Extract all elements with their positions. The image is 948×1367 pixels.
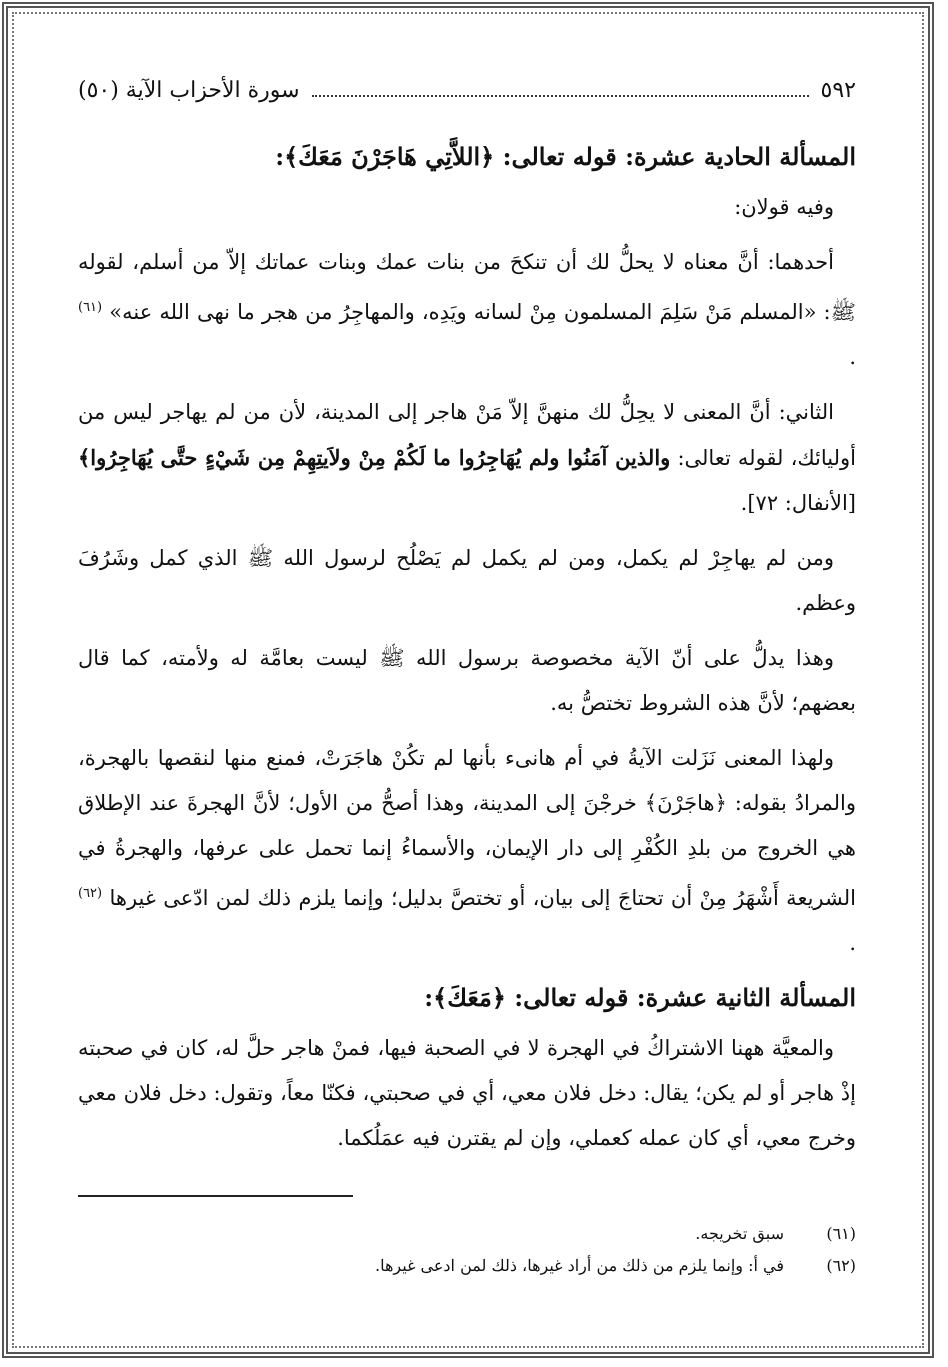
page-number: ٥٩٢ <box>820 78 856 103</box>
footnote-ref-61: (٦١) <box>78 300 103 315</box>
footnote-number: (٦١) <box>826 1224 856 1243</box>
intro-paragraph: وفيه قولان: <box>734 195 834 219</box>
footnote-text: في أ: وإنما يلزم من ذلك من أراد غيرها، ذلك لمن ادعى غيرها. <box>375 1256 784 1275</box>
quran-quote-anfal: والذين آمَنُوا ولم يُهَاجِرُوا ما لَكُمْ مِنْ ولاَيتِهِمْ مِن شَيْءٍ حتَّى يُهَاجِرُوا﴾ <box>78 445 671 470</box>
page-body <box>78 78 856 1171</box>
quran-reference: [الأنفال: ٧٢]. <box>740 491 856 515</box>
footnote-divider <box>78 1195 353 1197</box>
section-heading-11: المسألة الحادية عشرة: قوله تعالى: ﴿اللاَّتِي هَاجَرْنَ مَعَكَ﴾: <box>275 142 856 171</box>
paragraph-second-opinion <box>78 390 856 526</box>
first-opinion-end: . <box>849 345 856 369</box>
footnote-text: سبق تخريجه. <box>695 1224 784 1243</box>
revelation-end: . <box>849 931 856 955</box>
footnotes <box>78 1218 856 1282</box>
paragraph-companionship: والمعيَّة ههنا الاشتراكُ في الهجرة لا في الصحبة فيها، فمنْ هاجر حلَّ له، كان في صحبته إذْ هاجر أو لم يكن؛ يقال: دخل فلان معي، أي في صحبتي، فكنّا معاً، وتقول: دخل فلان معي وخرج معي، أي كان عمله كعملي، وإن لم يقترن فيه عمَلُكما. <box>78 1036 856 1150</box>
header-dots <box>312 94 809 97</box>
paragraph-first-opinion <box>78 240 856 380</box>
footnote-62 <box>78 1250 856 1282</box>
second-opinion-text: الثاني: أنَّ المعنى لا يحِلُّ لك منهنَّ إلاّ مَنْ هاجر إلى المدينة، لأن من لم يهاجر ليس من أوليائك، لقوله تعالى: <box>78 400 856 470</box>
first-opinion-text: أحدهما: أنَّ معناه لا يحلُّ لك أن تنكحَ من بنات عمك وبنات عماتك إلاّ من أسلم، لقوله ﷺ: «المسلم مَنْ سَلِمَ المسلمون مِنْ لسانه ويَدِه، والمهاجِرُ من هجر ما نهى الله عنه» <box>78 250 856 324</box>
paragraph-specific: وهذا يدلُّ على أنّ الآية مخصوصة برسول الله ﷺ ليست بعامَّة له ولأمته، كما قال بعضهم؛ لأنَّ هذه الشروط تختصُّ به. <box>78 646 856 715</box>
footnote-ref-62: (٦٢) <box>78 886 103 901</box>
running-header <box>78 78 856 115</box>
revelation-text: ولهذا المعنى نَزَلت الآيةُ في أم هانىء بأنها لم تكُنْ هاجَرَتْ، فمنع منها لنقصها بالهجرة، والمرادُ بقوله: ﴿هاجَرْنَ﴾ خرجْنَ إلى المدينة، وهذا أصحُّ من الأول؛ لأنَّ الهجرةَ عند الإطلاق هي الخروج من بلدِ الكُفْرِ إلى دار الإيمان، والأسماءُ إنما تحمل على عرفها، والهجرةُ في الشريعة أَشْهَرُ مِنْ أن تحتاجَ إلى بيان، أو تختصَّ بدليل؛ وإنما يلزم ذلك لمن ادّعى غيرها <box>78 746 856 910</box>
section-heading-12: المسألة الثانية عشرة: قوله تعالى: ﴿مَعَكَ﴾: <box>424 983 856 1012</box>
footnote-61 <box>78 1218 856 1250</box>
paragraph-revelation <box>78 736 856 966</box>
paragraph-completion: ومن لم يهاجِرْ لم يكمل، ومن لم يكمل لم يَصْلُح لرسول الله ﷺ الذي كمل وشَرُفَ وعظم. <box>78 546 856 615</box>
running-title: سورة الأحزاب الآية (٥٠) <box>78 78 300 103</box>
footnote-number: (٦٢) <box>826 1256 856 1275</box>
